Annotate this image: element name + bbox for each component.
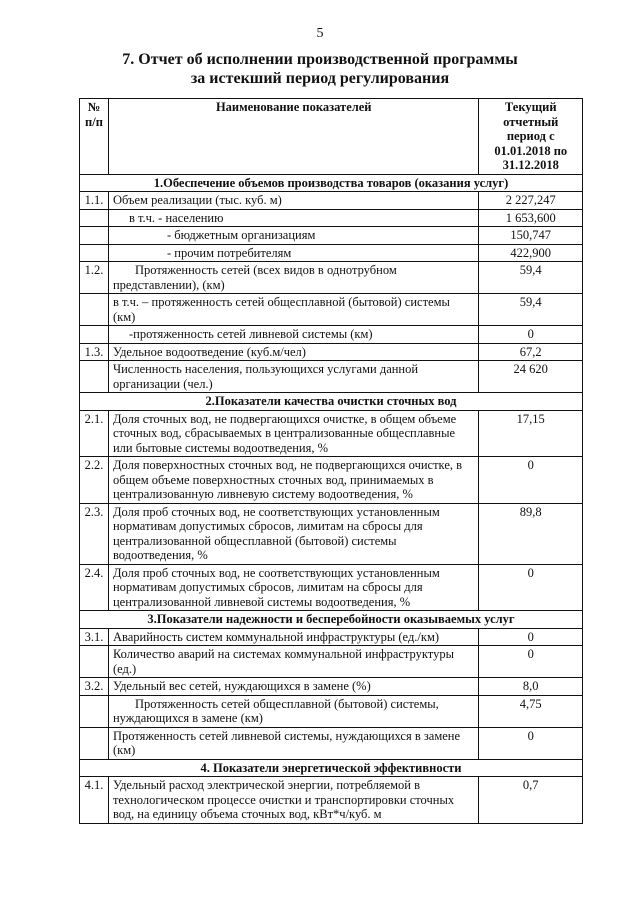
row-value: 67,2	[479, 343, 583, 361]
table-row	[80, 678, 583, 696]
section-1-title: 1.Обеспечение объемов производства товаров (оказания услуг)	[80, 174, 583, 192]
row-value: 0	[479, 628, 583, 646]
report-table	[79, 98, 583, 824]
section-row	[80, 611, 583, 629]
row-num: 3.2.	[80, 678, 109, 696]
row-value: 17,15	[479, 410, 583, 457]
row-value: 2 227,247	[479, 192, 583, 210]
row-name: Численность населения, пользующихся услугами данной организации (чел.)	[108, 361, 479, 393]
section-4-title: 4. Показатели энергетической эффективности	[80, 759, 583, 777]
row-name: Протяженность сетей (всех видов в однотрубном представлении), (км)	[108, 262, 479, 294]
row-value: 0,7	[479, 777, 583, 824]
row-value: 150,747	[479, 227, 583, 245]
row-num: 1.3.	[80, 343, 109, 361]
table-row	[80, 294, 583, 326]
header-value: Текущий отчетный период с 01.01.2018 по 31.12.2018	[479, 99, 583, 175]
row-value: 0	[479, 646, 583, 678]
table-row	[80, 343, 583, 361]
table-row	[80, 209, 583, 227]
row-num: 2.4.	[80, 564, 109, 611]
row-name: -протяженность сетей ливневой системы (км)	[108, 326, 479, 344]
section-row	[80, 393, 583, 411]
row-value: 0	[479, 564, 583, 611]
table-row	[80, 646, 583, 678]
row-value: 0	[479, 326, 583, 344]
table-header-row	[80, 99, 583, 175]
table-row	[80, 244, 583, 262]
row-name: Удельный вес сетей, нуждающихся в замене (%)	[108, 678, 479, 696]
row-value: 24 620	[479, 361, 583, 393]
table-row	[80, 695, 583, 727]
table-row	[80, 192, 583, 210]
row-name: Удельное водоотведение (куб.м/чел)	[108, 343, 479, 361]
row-num: 1.1.	[80, 192, 109, 210]
row-name: - бюджетным организациям	[108, 227, 479, 245]
row-name: Доля поверхностных сточных вод, не подвергающихся очистке, в общем объеме поверхностных сточных вод, принимаемых в централизованную ливневую систему водоотведения, %	[108, 457, 479, 504]
row-name: Протяженность сетей общесплавной (бытовой) системы, нуждающихся в замене (км)	[108, 695, 479, 727]
row-name: Протяженность сетей ливневой системы, нуждающихся в замене (км)	[108, 727, 479, 759]
section-row	[80, 174, 583, 192]
row-name: Количество аварий на системах коммунальной инфраструктуры (ед.)	[108, 646, 479, 678]
row-name: Доля проб сточных вод, не соответствующих установленным нормативам допустимых сбросов, лимитам на сбросы для централизованной ливневой системы водоотведения, %	[108, 564, 479, 611]
row-name: Аварийность систем коммунальной инфраструктуры (ед./км)	[108, 628, 479, 646]
table-row	[80, 503, 583, 564]
header-name: Наименование показателей	[108, 99, 479, 175]
row-value: 0	[479, 457, 583, 504]
page-number: 5	[316, 26, 324, 41]
table-row	[80, 410, 583, 457]
row-value: 4,75	[479, 695, 583, 727]
section-3-title: 3.Показатели надежности и бесперебойности оказываемых услуг	[80, 611, 583, 629]
row-name: Объем реализации (тыс. куб. м)	[108, 192, 479, 210]
table-row	[80, 361, 583, 393]
row-num: 3.1.	[80, 628, 109, 646]
table-row	[80, 564, 583, 611]
row-name: Доля сточных вод, не подвергающихся очистке, в общем объеме сточных вод, сбрасываемых в централизованные общесплавные или бытовые системы водоотведения, %	[108, 410, 479, 457]
title-line-1: 7. Отчет об исполнении производственной программы	[122, 51, 518, 68]
row-name: в т.ч. - населению	[108, 209, 479, 227]
row-name: в т.ч. – протяженность сетей общесплавной (бытовой) системы (км)	[108, 294, 479, 326]
row-value: 89,8	[479, 503, 583, 564]
header-num: № п/п	[80, 99, 109, 175]
row-value: 59,4	[479, 294, 583, 326]
row-num: 2.3.	[80, 503, 109, 564]
table-row	[80, 326, 583, 344]
table-row	[80, 262, 583, 294]
row-num: 1.2.	[80, 262, 109, 294]
row-value: 422,900	[479, 244, 583, 262]
row-name: Удельный расход электрической энергии, потребляемой в технологическом процессе очистки и транспортировки сточных вод, на единицу объема сточных вод, кВт*ч/куб. м	[108, 777, 479, 824]
table-row	[80, 777, 583, 824]
row-value: 0	[479, 727, 583, 759]
table-row	[80, 727, 583, 759]
row-name: - прочим потребителям	[108, 244, 479, 262]
row-num: 2.1.	[80, 410, 109, 457]
table-row	[80, 457, 583, 504]
section-row	[80, 759, 583, 777]
row-value: 8,0	[479, 678, 583, 696]
row-value: 1 653,600	[479, 209, 583, 227]
row-num: 4.1.	[80, 777, 109, 824]
row-name: Доля проб сточных вод, не соответствующих установленным нормативам допустимых сбросов, лимитам на сбросы для централизованной общесплавной (бытовой) системы водоотведения, %	[108, 503, 479, 564]
table-row	[80, 227, 583, 245]
document-title	[0, 50, 640, 88]
title-line-2: за истекший период регулирования	[190, 70, 450, 87]
row-value: 59,4	[479, 262, 583, 294]
row-num: 2.2.	[80, 457, 109, 504]
section-2-title: 2.Показатели качества очистки сточных вод	[80, 393, 583, 411]
table-row	[80, 628, 583, 646]
